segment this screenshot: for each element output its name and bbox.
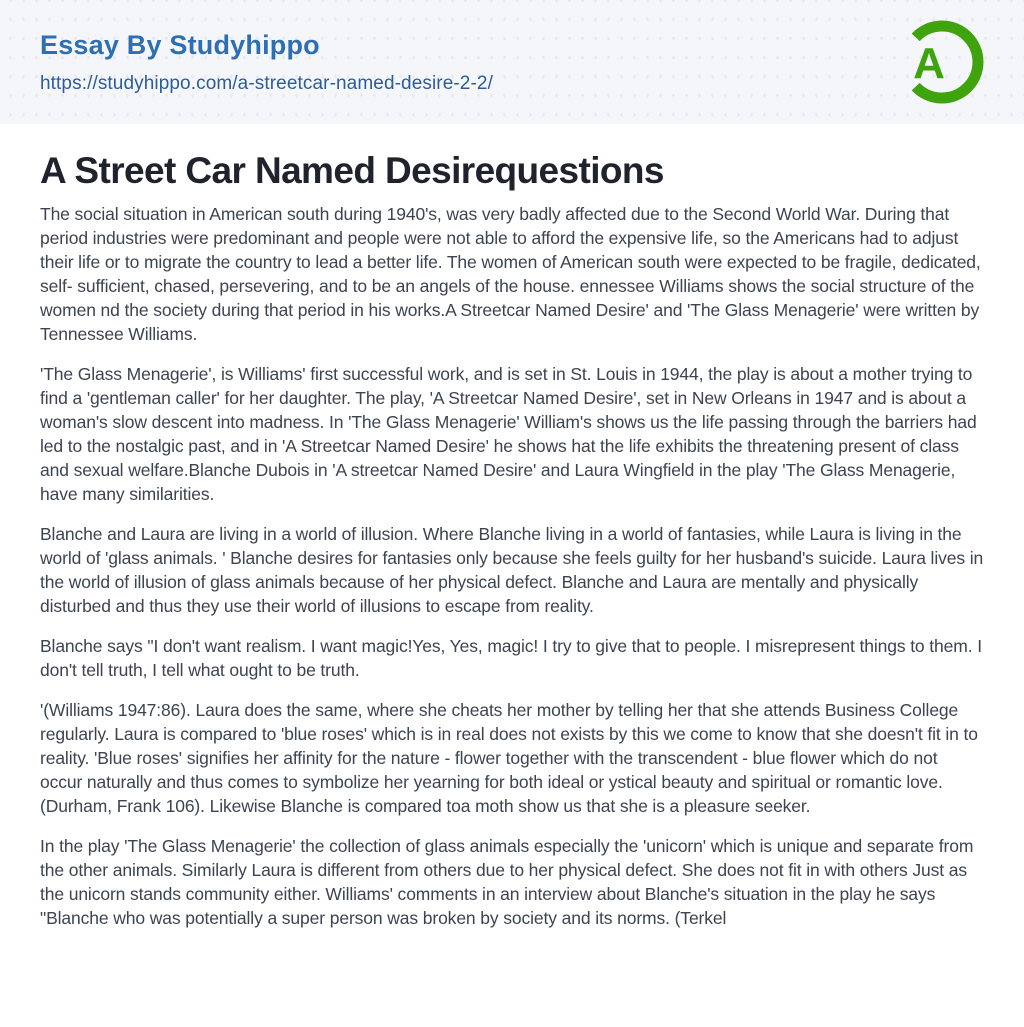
essay-title: A Street Car Named Desirequestions	[40, 150, 664, 191]
header-text-block	[40, 30, 493, 95]
essay-paragraph: '(Williams 1947:86). Laura does the same, where she cheats her mother by telling her that she attends Business College regularly. Laura is compared to 'blue roses' which is in real does not exists by this we come to know that she doesn't fit in to reality. 'Blue roses' signifies her affinity for the nature - flower together with the transcendent - blue flower which do not occur naturally and thus comes to symbolize her yearning for both ideal or ystical beauty and spiritual or romantic love. (Durham, Frank 106). Likewise Blanche is compared toa moth show us that she is a pleasure seeker.	[40, 700, 978, 817]
essay-paragraph: In the play 'The Glass Menagerie' the collection of glass animals especially the 'unicorn' which is unique and separate from the other animals. Similarly Laura is different from others due to her physical defect. She does not fit in with others Just as the unicorn stands community either. Williams' comments in an interview about Blanche's situation in the play he says "Blanche who was potentially a super person was broken by society and its norms. (Terkel	[40, 836, 974, 929]
studyhippo-logo-icon	[899, 19, 985, 105]
essay-source-title: Essay By Studyhippo	[40, 29, 320, 60]
logo-letter: A	[913, 39, 945, 88]
essay-paragraph: The social situation in American south during 1940's, was very badly affected due to the Second World War. During that period industries were predominant and people were not able to afford the expensive life, so the Americans had to adjust their life or to migrate the country to lead a better life. The women of American south were expected to be fragile, dedicated, self- sufficient, chased, persevering, and to be an angels of the house. ennessee Williams shows the social structure of the women nd the society during that period in his works.A Streetcar Named Desire' and 'The Glass Menagerie' were written by Tennessee Williams.	[40, 204, 981, 345]
essay-url-link[interactable]: https://studyhippo.com/a-streetcar-named-desire-2-2/	[40, 72, 493, 94]
page-header	[0, 0, 1024, 124]
essay-paragraph: Blanche and Laura are living in a world of illusion. Where Blanche living in a world of fantasies, while Laura is living in the world of 'glass animals. ' Blanche desires for fantasies only because she feels guilty for her husband's suicide. Laura lives in the world of illusion of glass animals because of her physical defect. Blanche and Laura are mentally and physically disturbed and thus they use their world of illusions to escape from reality.	[40, 524, 984, 617]
essay-content	[0, 149, 1024, 930]
essay-body	[40, 202, 984, 930]
essay-paragraph: 'The Glass Menagerie', is Williams' first successful work, and is set in St. Louis in 1944, the play is about a mother trying to find a 'gentleman caller' for her daughter. The play, 'A Streetcar Named Desire', set in New Orleans in 1947 and is about a woman's slow descent into madness. In 'The Glass Menagerie' William's shows us the life passing through the barriers had led to the nostalgic past, and in 'A Streetcar Named Desire' he shows hat the life exhibits the threatening present of class and sexual welfare.Blanche Dubois in 'A streetcar Named Desire' and Laura Wingfield in the play 'The Glass Menagerie, have many similarities.	[40, 364, 977, 505]
studyhippo-logo	[899, 19, 985, 105]
essay-paragraph: Blanche says "I don't want realism. I want magic!Yes, Yes, magic! I try to give that to people. I misrepresent things to them. I don't tell truth, I tell what ought to be truth.	[40, 636, 982, 681]
